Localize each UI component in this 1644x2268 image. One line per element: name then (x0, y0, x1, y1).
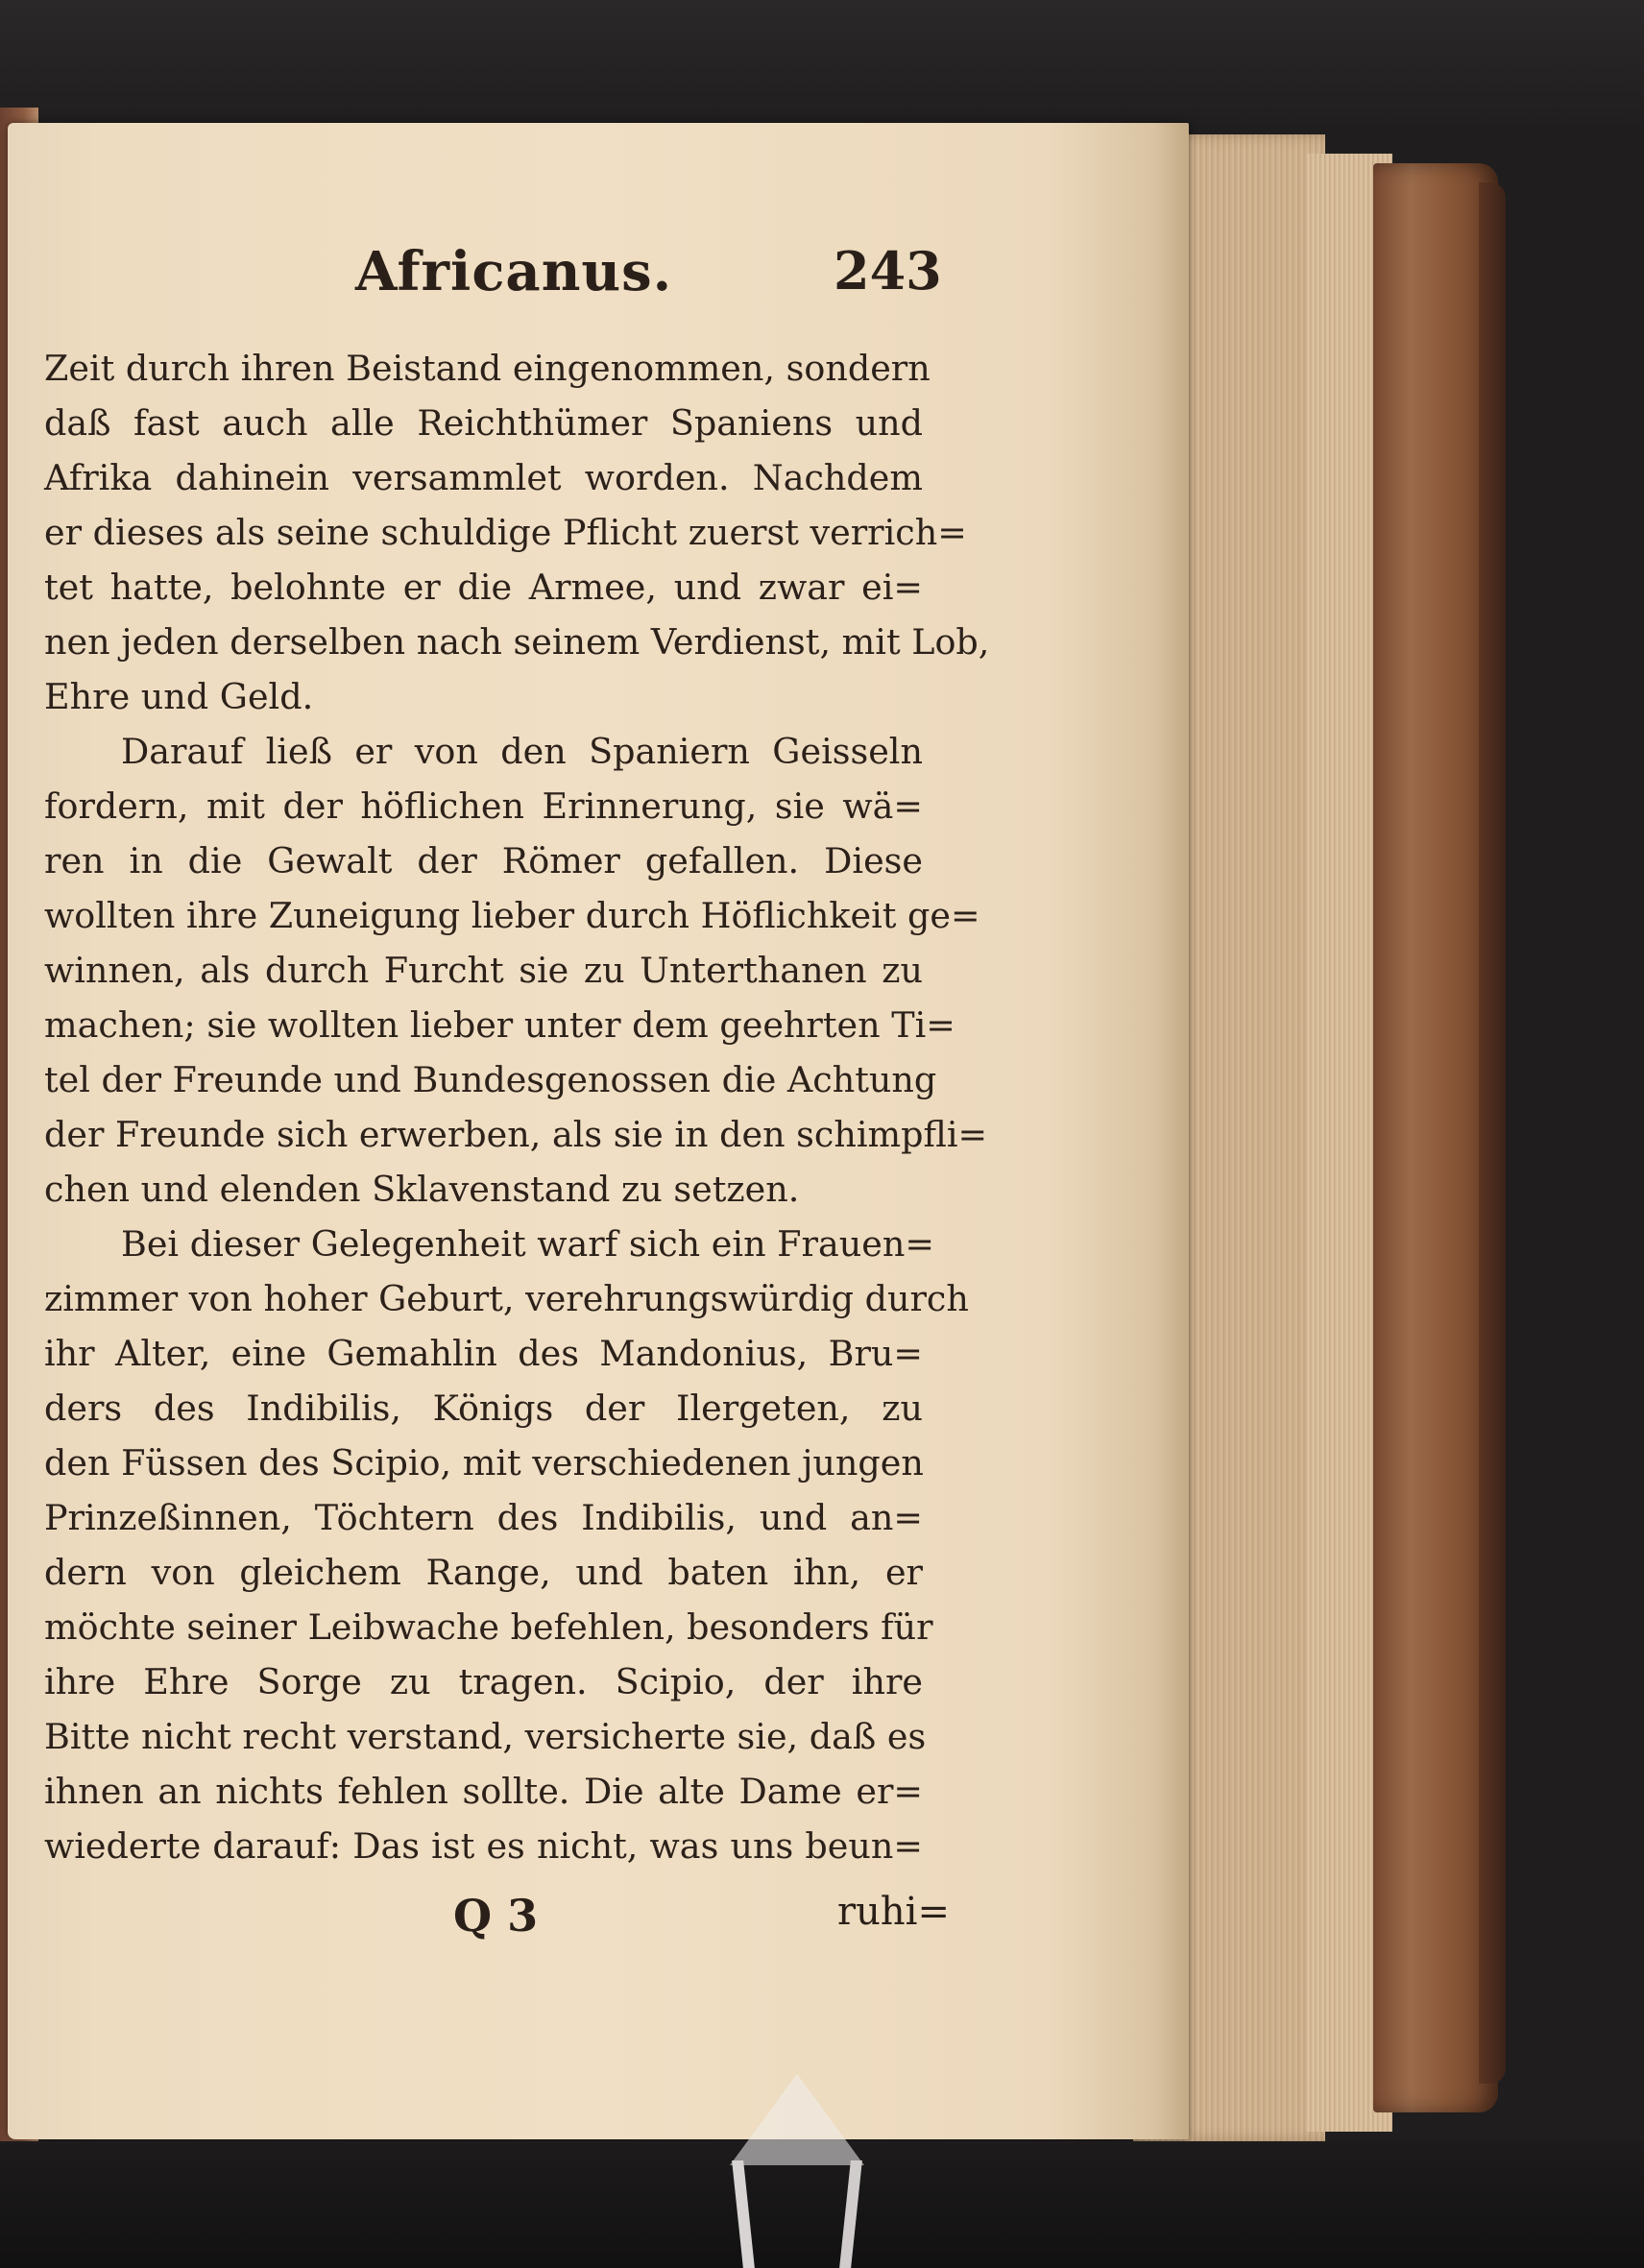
book-stand-clip (730, 2074, 864, 2165)
text-line: wiederte darauf: Das ist es nicht, was uns beun= (44, 1825, 923, 1867)
text-line: tel der Freunde und Bundesgenossen die Achtung (44, 1059, 937, 1100)
text-line: winnen, als durch Furcht sie zu Unterthanen zu (44, 950, 923, 991)
text-line: Afrika dahinein versammlet worden. Nachdem (44, 457, 923, 498)
text-line: er dieses als seine schuldige Pflicht zuerst verrich= (44, 512, 967, 553)
text-line: Prinzeßinnen, Töchtern des Indibilis, und an= (44, 1497, 923, 1538)
text-line: fordern, mit der höflichen Erinnerung, sie wä= (44, 785, 923, 827)
text-line: tet hatte, belohnte er die Armee, und zwar ei= (44, 567, 923, 608)
text-line: nen jeden derselben nach seinem Verdienst, mit Lob, (44, 621, 990, 663)
page-header (0, 240, 1644, 317)
text-line: dern von gleichem Range, und baten ihn, er (44, 1552, 923, 1593)
text-line: ren in die Gewalt der Römer gefallen. Diese (44, 840, 923, 881)
text-line: Bitte nicht recht verstand, versicherte sie, daß es (44, 1716, 927, 1757)
running-title: Africanus. (355, 240, 673, 303)
catchword: ruhi= (837, 1890, 950, 1934)
text-line: daß fast auch alle Reichthümer Spaniens und (44, 402, 923, 444)
text-line: wollten ihre Zuneigung lieber durch Höflichkeit ge= (44, 895, 980, 936)
text-line: Ehre und Geld. (44, 676, 314, 717)
book-cover-right-edge (1479, 182, 1506, 2084)
text-line: zimmer von hoher Geburt, verehrungswürdig durch (44, 1278, 969, 1319)
background-top (0, 0, 1644, 125)
page-body-text (44, 341, 990, 1873)
text-line: Bei dieser Gelegenheit warf sich ein Frauen= (121, 1223, 934, 1265)
text-line: ihre Ehre Sorge zu tragen. Scipio, der ihre (44, 1661, 923, 1702)
page-number: 243 (834, 240, 942, 302)
signature-mark: Q 3 (453, 1890, 539, 1942)
text-line: ihnen an nichts fehlen sollte. Die alte Dame er= (44, 1771, 923, 1812)
page-footer (0, 1890, 1644, 1957)
text-line: chen und elenden Sklavenstand zu setzen. (44, 1169, 800, 1210)
text-line: machen; sie wollten lieber unter dem geehrten Ti= (44, 1004, 955, 1046)
text-line: möchte seiner Leibwache befehlen, besonders für (44, 1606, 933, 1648)
text-line: ihr Alter, eine Gemahlin des Mandonius, Bru= (44, 1333, 923, 1374)
text-line: Zeit durch ihren Beistand eingenommen, sondern (44, 348, 931, 389)
text-line: Darauf ließ er von den Spaniern Geisseln (121, 731, 923, 772)
text-line: den Füssen des Scipio, mit verschiedenen jungen (44, 1442, 924, 1484)
text-line: ders des Indibilis, Königs der Ilergeten, zu (44, 1387, 923, 1429)
text-line: der Freunde sich erwerben, als sie in den schimpfli= (44, 1114, 988, 1155)
